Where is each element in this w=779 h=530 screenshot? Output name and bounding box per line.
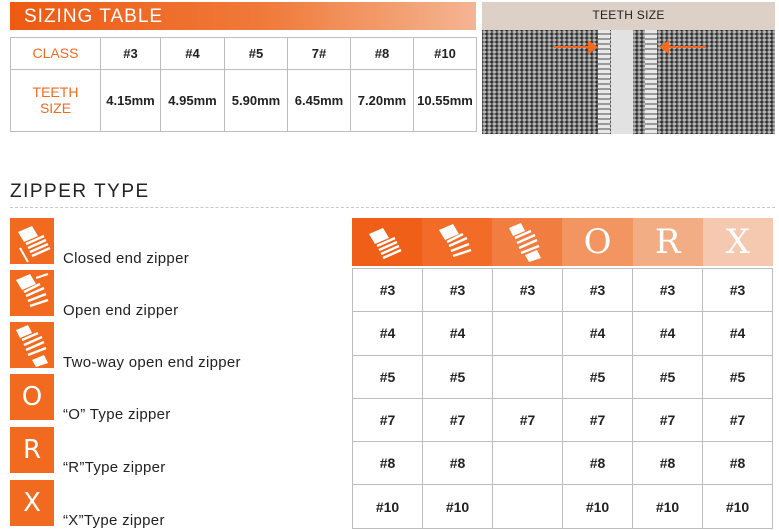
teeth-size-photo [482, 2, 775, 134]
table-row [353, 398, 773, 441]
zipper-type-label: Open end zipper [63, 302, 179, 319]
table-cell: #4 [353, 312, 423, 355]
table-cell: #4 [633, 312, 703, 355]
table-cell: #3 [353, 269, 423, 312]
sizing-table-title: SIZING TABLE [10, 2, 476, 30]
teeth-size-cell: 4.15mm [101, 69, 161, 131]
teeth-size-cell: 10.55mm [414, 69, 477, 131]
teeth-size-label-line2: SIZE [39, 100, 72, 117]
table-cell: #4 [563, 312, 633, 355]
zipper-type-label: “X”Type zipper [63, 512, 165, 529]
zipper-type-title: ZIPPER TYPE [10, 181, 150, 202]
class-row [11, 38, 477, 70]
table-cell: #5 [423, 355, 493, 398]
table-cell: #10 [353, 485, 423, 528]
class-cell: #5 [225, 38, 288, 70]
table-cell [493, 442, 563, 485]
class-cell: #4 [161, 38, 225, 70]
table-cell: #7 [493, 398, 563, 441]
zipper-type-item [10, 374, 340, 422]
table-row [353, 355, 773, 398]
zipper-tape [611, 30, 633, 134]
zipper-teeth-right [645, 30, 657, 134]
teeth-size-cell: 7.20mm [351, 69, 414, 131]
table-cell: #7 [633, 398, 703, 441]
table-row [353, 442, 773, 485]
open-end-zipper-icon [10, 270, 54, 316]
o-type-icon: O [10, 374, 54, 420]
section-divider [10, 207, 775, 208]
class-cell: #8 [351, 38, 414, 70]
two-way-zipper-icon [10, 322, 54, 368]
zipper-type-label: Closed end zipper [63, 250, 190, 267]
arrow-right-shaft [668, 46, 706, 48]
table-cell: #10 [703, 485, 773, 528]
table-cell: #7 [353, 398, 423, 441]
arrow-left-pointing-icon [659, 40, 669, 54]
table-cell: #3 [703, 269, 773, 312]
zipper-teeth-left [598, 30, 610, 134]
zipper-type-label: “O” Type zipper [63, 406, 171, 423]
class-cell: #3 [101, 38, 161, 70]
table-cell: #7 [703, 398, 773, 441]
table-cell: #7 [563, 398, 633, 441]
table-cell [493, 485, 563, 528]
zipper-type-label: “R”Type zipper [63, 459, 166, 476]
teeth-size-cell: 5.90mm [225, 69, 288, 131]
table-row [353, 269, 773, 312]
zipper-type-item [10, 427, 340, 475]
table-cell: #3 [423, 269, 493, 312]
availability-table [352, 268, 773, 529]
table-cell: #5 [703, 355, 773, 398]
class-label: CLASS [11, 38, 101, 70]
teeth-size-row [11, 69, 477, 131]
arrow-right-pointing-icon [588, 40, 598, 54]
two-way-zipper-icon [492, 218, 562, 266]
table-cell: #5 [563, 355, 633, 398]
r-type-header: R [633, 218, 703, 266]
class-cell: 7# [288, 38, 351, 70]
zipper-type-item [10, 322, 340, 370]
table-cell: #10 [423, 485, 493, 528]
teeth-size-cell: 6.45mm [288, 69, 351, 131]
sizing-table [10, 37, 477, 132]
closed-end-zipper-icon [10, 218, 54, 264]
closed-end-zipper-icon [352, 218, 422, 266]
table-cell: #8 [563, 442, 633, 485]
table-cell: #10 [633, 485, 703, 528]
table-cell: #10 [563, 485, 633, 528]
teeth-size-caption: TEETH SIZE [592, 8, 665, 22]
teeth-size-cell: 4.95mm [161, 69, 225, 131]
r-type-icon: R [10, 427, 54, 473]
table-cell: #8 [353, 442, 423, 485]
zipper-type-item [10, 218, 340, 266]
table-cell: #3 [493, 269, 563, 312]
teeth-size-label [11, 69, 101, 131]
table-cell: #3 [633, 269, 703, 312]
table-cell: #8 [633, 442, 703, 485]
x-type-header: X [703, 218, 773, 266]
x-type-icon: X [10, 480, 54, 526]
zipper-type-item [10, 270, 340, 318]
table-cell: #3 [563, 269, 633, 312]
table-cell: #5 [633, 355, 703, 398]
class-cell: #10 [414, 38, 477, 70]
table-cell: #5 [353, 355, 423, 398]
zipper-type-label: Two-way open end zipper [63, 354, 241, 371]
table-cell [493, 355, 563, 398]
table-cell: #4 [703, 312, 773, 355]
o-type-header: O [562, 218, 632, 266]
table-cell: #8 [703, 442, 773, 485]
teeth-size-label-line1: TEETH [32, 84, 79, 101]
table-cell [493, 312, 563, 355]
arrow-left-shaft [554, 46, 590, 48]
table-row [353, 312, 773, 355]
availability-header [352, 218, 773, 266]
table-row [353, 485, 773, 528]
table-cell: #7 [423, 398, 493, 441]
zipper-type-item [10, 480, 340, 528]
table-cell: #8 [423, 442, 493, 485]
table-cell: #4 [423, 312, 493, 355]
open-end-zipper-icon [422, 218, 492, 266]
